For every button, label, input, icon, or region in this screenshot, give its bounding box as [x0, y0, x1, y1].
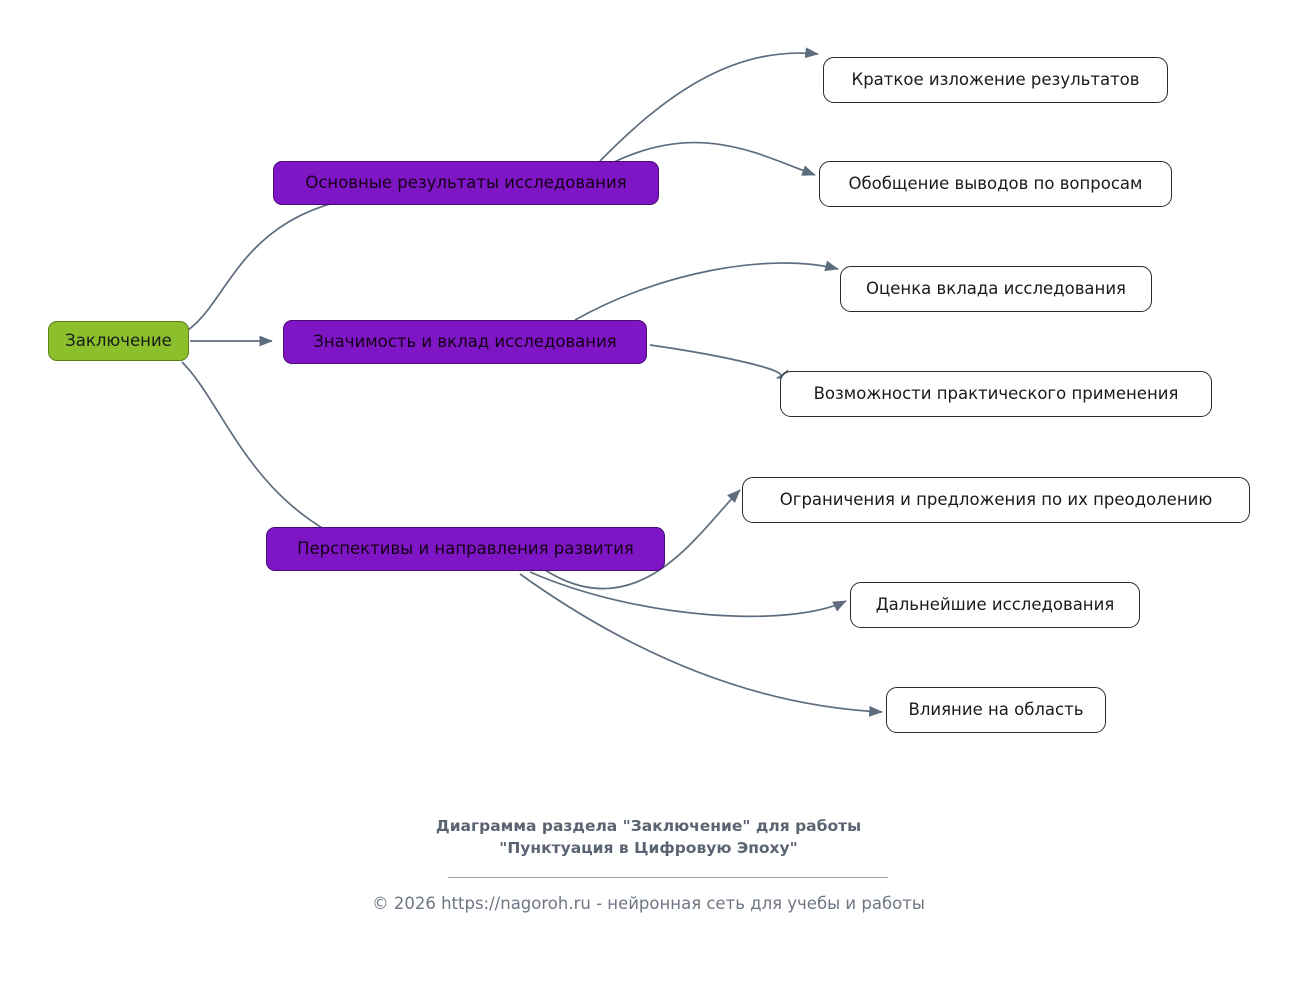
- footer-text: © 2026 https://nagoroh.ru - нейронная сеть для учебы и работы: [372, 894, 925, 913]
- node-label: Значимость и вклад исследования: [313, 331, 617, 351]
- edge-branch-2-to-leaf-1: [575, 263, 838, 320]
- edge-root-to-branch-1: [188, 196, 365, 330]
- caption-divider: [448, 877, 888, 878]
- edge-branch-2-to-leaf-2: [650, 345, 781, 378]
- caption-line-1: Диаграмма раздела "Заключение" для работы: [435, 817, 862, 835]
- node-leaf-1-1[interactable]: [823, 57, 1168, 103]
- node-leaf-2-1[interactable]: [840, 266, 1152, 312]
- node-label: Возможности практического применения: [813, 383, 1179, 403]
- node-leaf-1-2[interactable]: [819, 161, 1172, 207]
- node-leaf-2-2[interactable]: [780, 371, 1212, 417]
- node-label: Обобщение выводов по вопросам: [848, 173, 1143, 193]
- edge-branch-3-to-leaf-3: [520, 574, 882, 712]
- node-branch-2[interactable]: [283, 320, 647, 364]
- node-label: Влияние на область: [908, 699, 1084, 719]
- node-branch-1[interactable]: [273, 161, 659, 205]
- node-branch-3[interactable]: [266, 527, 665, 571]
- diagram-caption: [0, 815, 1297, 860]
- edge-root-to-branch-3: [182, 362, 363, 548]
- edge-branch-1-to-leaf-1: [600, 53, 818, 161]
- node-label: Оценка вклада исследования: [866, 278, 1126, 298]
- node-label: Перспективы и направления развития: [297, 538, 634, 558]
- node-label: Ограничения и предложения по их преодолению: [779, 489, 1213, 509]
- node-label: Основные результаты исследования: [305, 172, 627, 192]
- node-leaf-3-1[interactable]: [742, 477, 1250, 523]
- node-label: Дальнейшие исследования: [875, 594, 1115, 614]
- caption-line-2: "Пунктуация в Цифровую Эпоху": [499, 839, 798, 858]
- node-leaf-3-3[interactable]: [886, 687, 1106, 733]
- node-leaf-3-2[interactable]: [850, 582, 1140, 628]
- edge-branch-3-to-leaf-2: [530, 572, 846, 616]
- node-root[interactable]: [48, 321, 189, 361]
- node-label: Краткое изложение результатов: [851, 69, 1140, 89]
- node-label: Заключение: [65, 330, 172, 350]
